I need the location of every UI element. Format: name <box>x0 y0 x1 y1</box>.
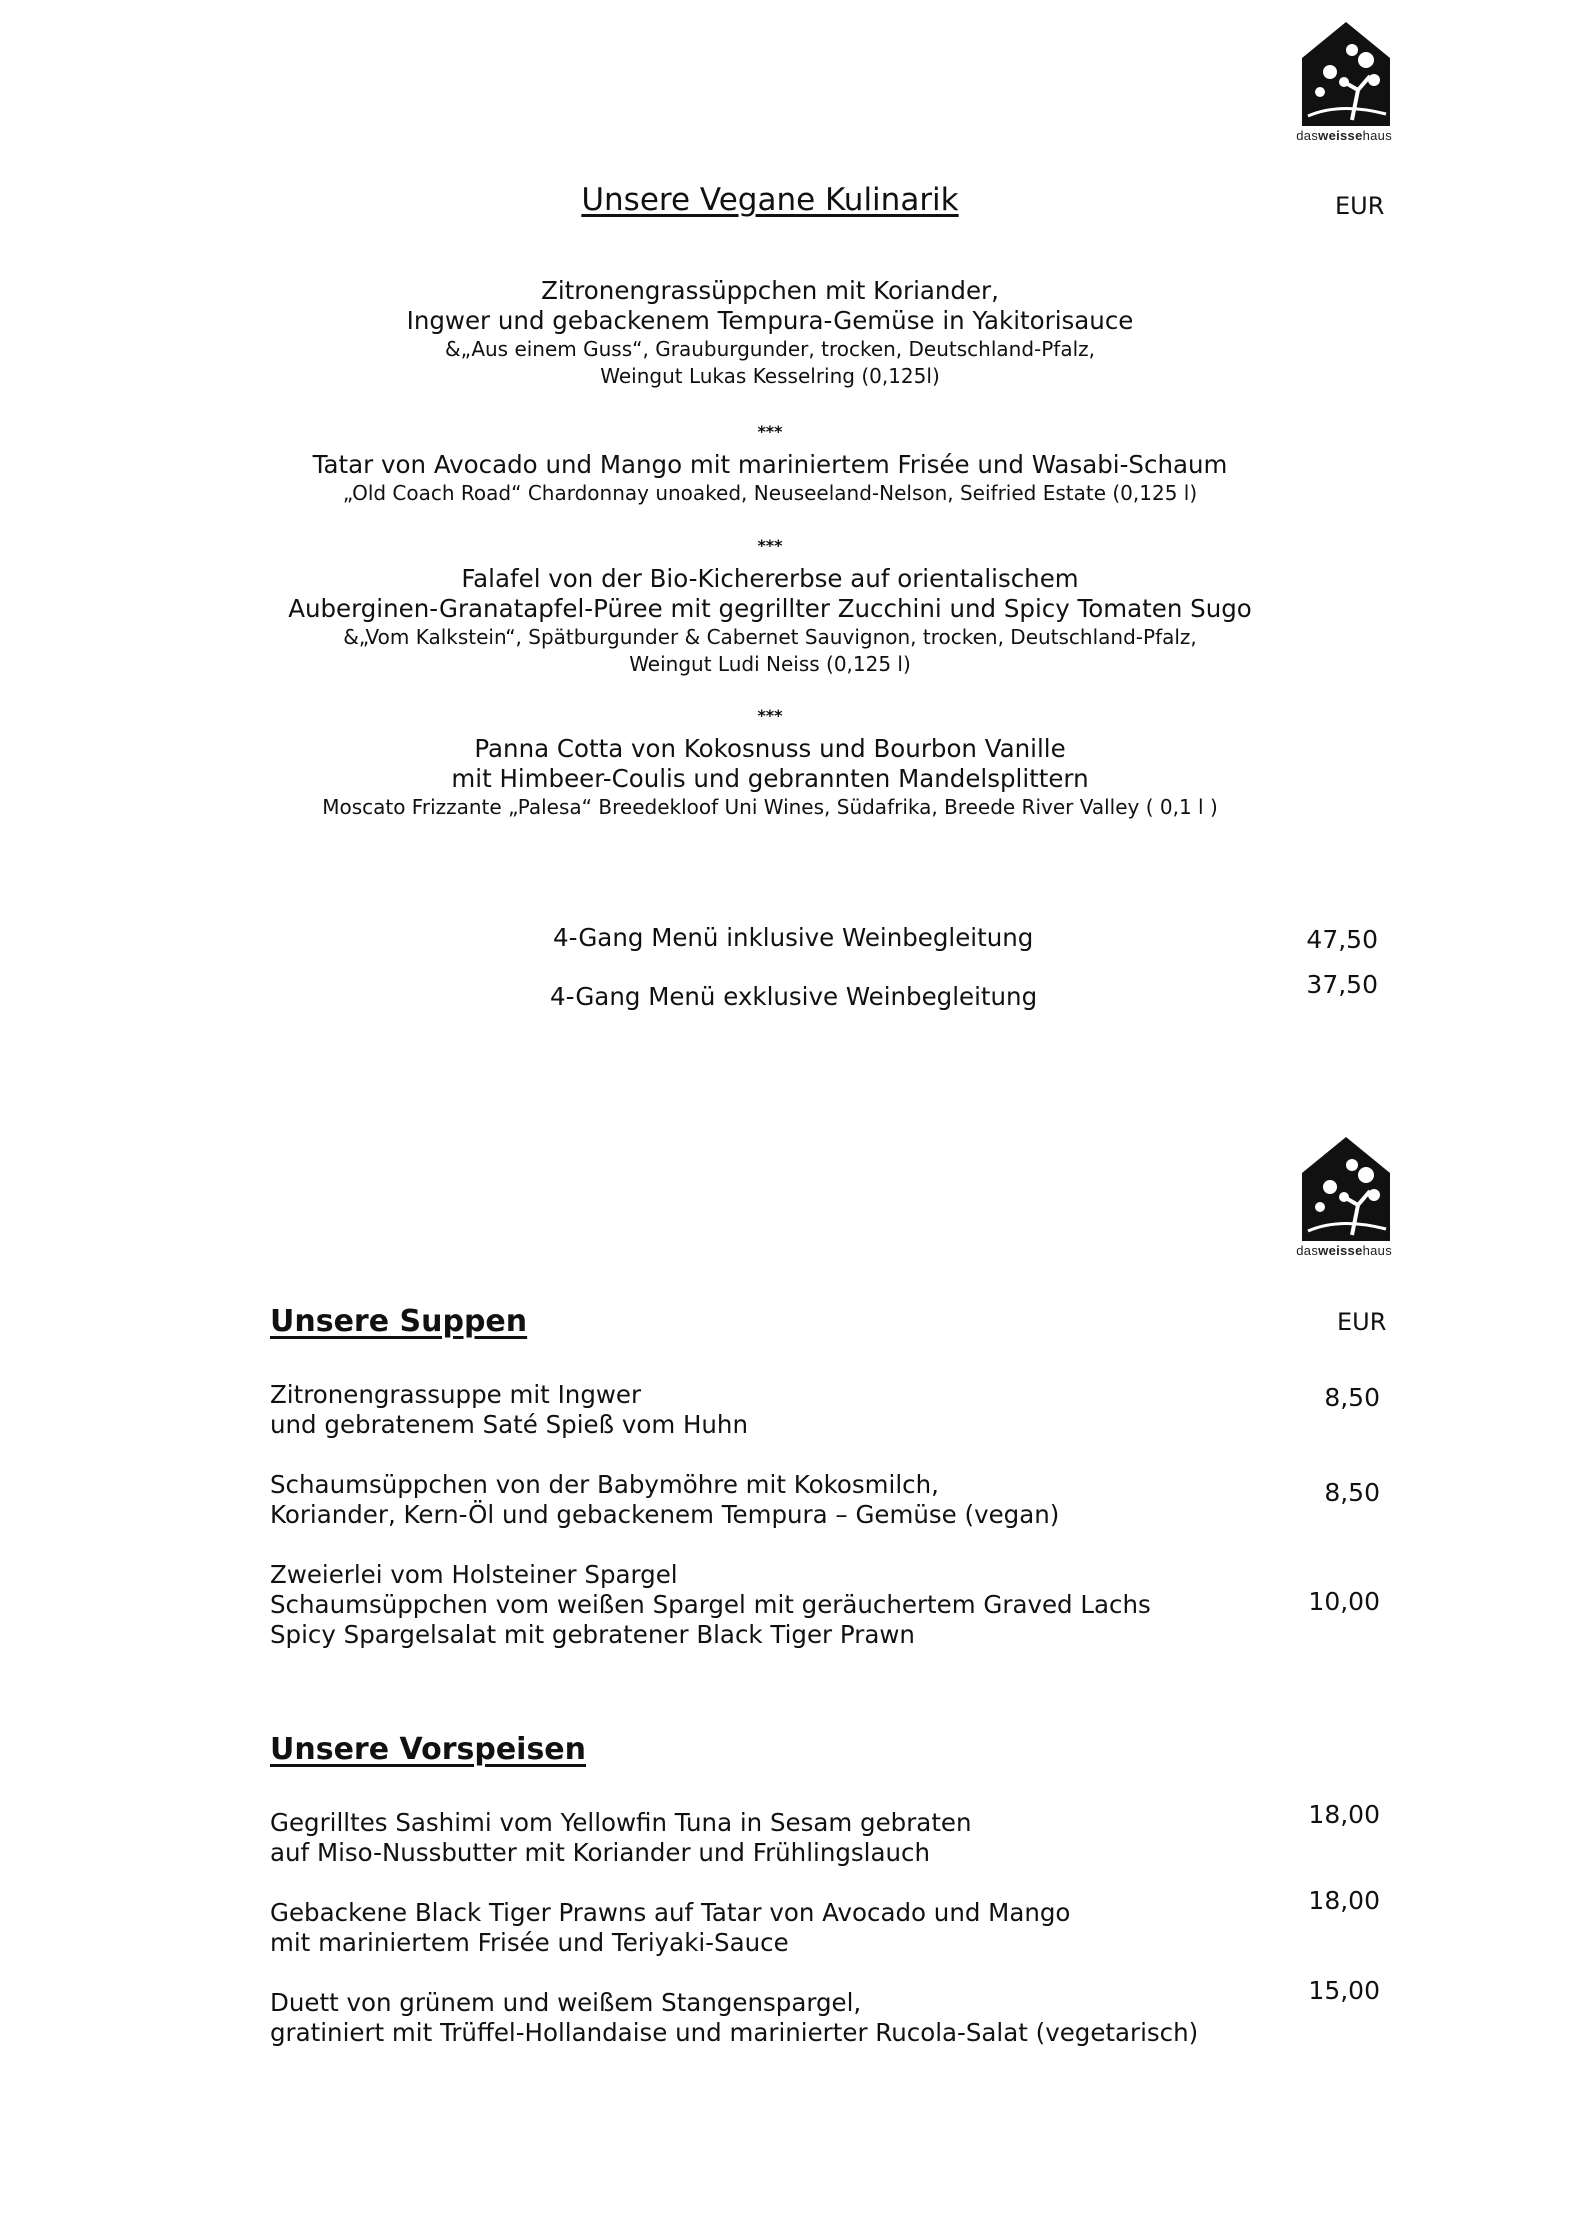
menu-option-price: 47,50 <box>1306 925 1378 954</box>
course-4 <box>0 734 1540 821</box>
soup-item-line: Schaumsüppchen von der Babymöhre mit Kokosmilch, <box>270 1470 939 1499</box>
starter-price: 18,00 <box>1308 1800 1380 1829</box>
course-3-wine-line: &„Vom Kalkstein“, Spätburgunder & Cabernet Sauvignon, trocken, Deutschland-Pfalz, <box>343 625 1197 649</box>
soups-currency-label: EUR <box>1337 1308 1387 1336</box>
soup-price: 8,50 <box>1324 1383 1380 1412</box>
brand-logo <box>1252 1135 1392 1258</box>
course-3 <box>0 564 1540 678</box>
menu-option-price: 37,50 <box>1306 970 1378 999</box>
soup-item-line: und gebratenem Saté Spieß vom Huhn <box>270 1410 748 1439</box>
separator: *** <box>757 536 783 555</box>
soup-item <box>270 1470 1059 1530</box>
course-4-dish-line: Panna Cotta von Kokosnuss und Bourbon Vanille <box>474 734 1066 763</box>
soup-price: 8,50 <box>1324 1478 1380 1507</box>
vegan-title: Unsere Vegane Kulinarik <box>581 182 959 218</box>
starter-item <box>270 1808 972 1868</box>
course-1-dish-line: Ingwer und gebackenem Tempura-Gemüse in Yakitorisauce <box>406 306 1134 335</box>
starter-price: 18,00 <box>1308 1886 1380 1915</box>
starter-item-line: Duett von grünem und weißem Stangenspargel, <box>270 1988 862 2017</box>
brand-logo <box>1252 20 1392 143</box>
menu-option-label: 4-Gang Menü inklusive Weinbegleitung <box>553 923 1034 952</box>
starter-item-line: Gegrilltes Sashimi vom Yellowfin Tuna in Sesam gebraten <box>270 1808 972 1837</box>
starter-price: 15,00 <box>1308 1976 1380 2005</box>
soup-price: 10,00 <box>1308 1587 1380 1616</box>
course-3-dish-line: Falafel von der Bio-Kichererbse auf orientalischem <box>461 564 1079 593</box>
house-tree-icon <box>1300 20 1392 128</box>
soup-item-line: Koriander, Kern-Öl und gebackenem Tempura – Gemüse (vegan) <box>270 1500 1060 1529</box>
course-3-wine-line: Weingut Ludi Neiss (0,125 l) <box>629 652 911 676</box>
separator: *** <box>757 422 783 441</box>
soup-item-line: Zweierlei vom Holsteiner Spargel <box>270 1560 678 1589</box>
starters-title: Unsere Vorspeisen <box>270 1732 587 1767</box>
brand-wordmark: dasweissehaus <box>1296 128 1392 143</box>
course-2 <box>0 450 1540 507</box>
course-3-dish-line: Auberginen-Granatapfel-Püree mit gegrillter Zucchini und Spicy Tomaten Sugo <box>288 594 1252 623</box>
course-1-wine-line: &„Aus einem Guss“, Grauburgunder, trocken, Deutschland-Pfalz, <box>444 337 1096 361</box>
starter-item-line: gratiniert mit Trüffel-Hollandaise und marinierter Rucola-Salat (vegetarisch) <box>270 2018 1199 2047</box>
course-2-dish-line: Tatar von Avocado und Mango mit mariniertem Frisée und Wasabi-Schaum <box>312 450 1228 479</box>
course-2-wine-line: „Old Coach Road“ Chardonnay unoaked, Neuseeland-Nelson, Seifried Estate (0,125 l) <box>342 481 1198 505</box>
soup-item-line: Schaumsüppchen vom weißen Spargel mit geräuchertem Graved Lachs <box>270 1590 1151 1619</box>
brand-wordmark: dasweissehaus <box>1296 1243 1392 1258</box>
starter-item <box>270 1898 1070 1958</box>
vegan-currency-label: EUR <box>1335 192 1385 220</box>
course-1 <box>0 276 1540 390</box>
starter-item-line: auf Miso-Nussbutter mit Koriander und Frühlingslauch <box>270 1838 931 1867</box>
house-tree-icon <box>1300 1135 1392 1243</box>
course-4-wine-line: Moscato Frizzante „Palesa“ Breedekloof Uni Wines, Südafrika, Breede River Valley ( 0,1 l ) <box>322 795 1218 819</box>
starter-item-line: Gebackene Black Tiger Prawns auf Tatar von Avocado und Mango <box>270 1898 1071 1927</box>
soups-title: Unsere Suppen <box>270 1304 528 1339</box>
course-1-dish-line: Zitronengrassüppchen mit Koriander, <box>541 276 999 305</box>
course-4-dish-line: mit Himbeer-Coulis und gebrannten Mandelsplittern <box>451 764 1089 793</box>
starter-item-line: mit mariniertem Frisée und Teriyaki-Sauce <box>270 1928 789 1957</box>
soup-item <box>270 1380 748 1440</box>
course-1-wine-line: Weingut Lukas Kesselring (0,125l) <box>600 364 940 388</box>
soup-item-line: Zitronengrassuppe mit Ingwer <box>270 1380 642 1409</box>
menu-option-label: 4-Gang Menü exklusive Weinbegleitung <box>550 982 1038 1011</box>
separator: *** <box>757 706 783 725</box>
soup-item-line: Spicy Spargelsalat mit gebratener Black Tiger Prawn <box>270 1620 915 1649</box>
soup-item <box>270 1560 1151 1650</box>
starter-item <box>270 1988 1198 2048</box>
